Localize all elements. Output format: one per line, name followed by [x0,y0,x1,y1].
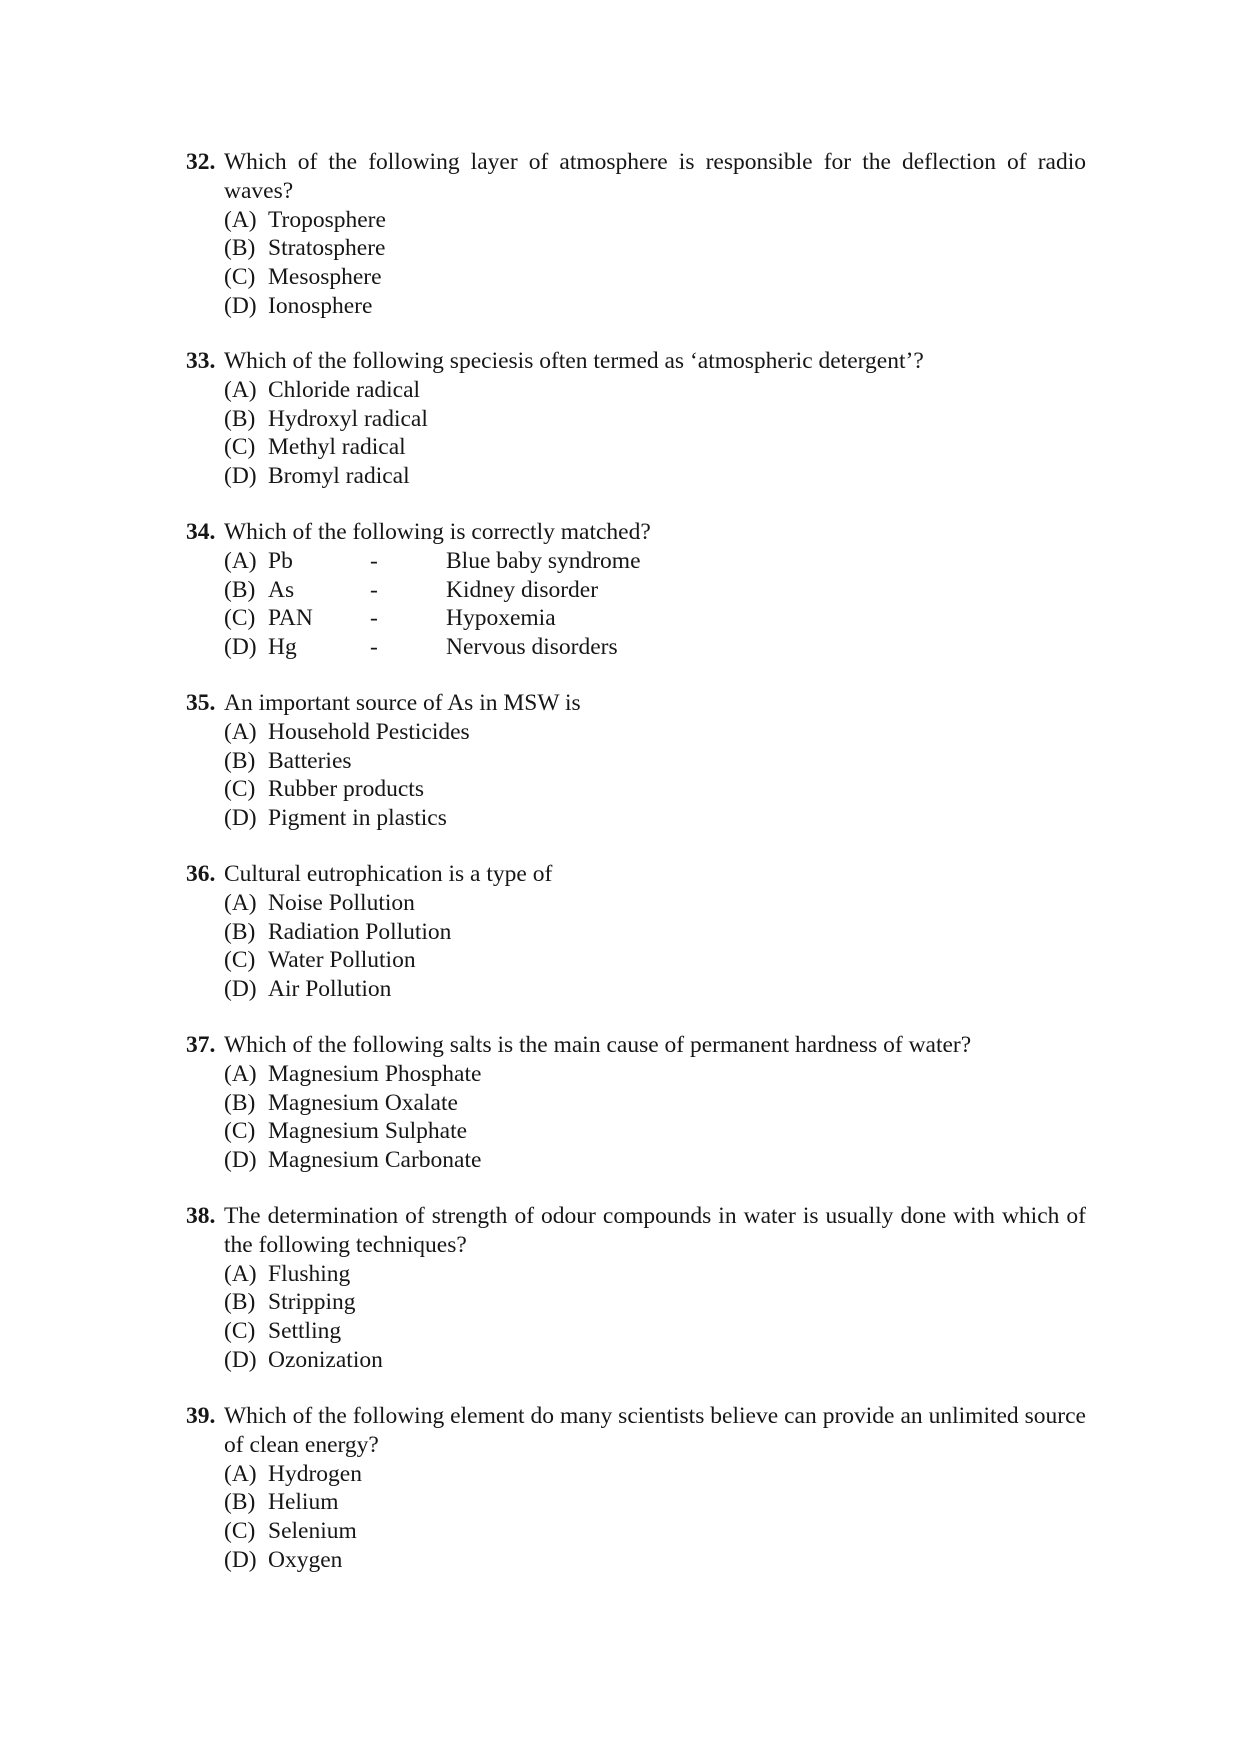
match-disorder: Hypoxemia [446,605,556,632]
match-item: Hg [268,634,297,661]
option-text: Ionosphere [268,292,373,319]
question-number: 39. [186,1403,216,1429]
option-d [224,804,1086,833]
option-text: Magnesium Sulphate [268,1118,468,1145]
option-a [224,1460,1086,1489]
option-letter: (D) [224,1346,257,1373]
option-a [224,376,1086,405]
option-letter: (B) [224,1289,256,1316]
option-b [224,576,1086,605]
option-text: Hydrogen [268,1460,362,1487]
option-d [224,1546,1086,1575]
question-33 [186,347,1086,491]
match-item: As [268,576,295,603]
option-b [224,405,1086,434]
option-d [224,462,1086,491]
option-a [224,718,1086,747]
option-a [224,1060,1086,1089]
option-letter: (B) [224,405,256,432]
option-letter: (D) [224,292,257,319]
question-text: Which of the following layer of atmosphere is responsible for the deflection of radio waves? [224,149,1086,204]
option-text: Methyl radical [268,434,406,461]
match-item: PAN [268,605,313,632]
option-letter: (C) [224,776,256,803]
option-c [224,1517,1086,1546]
question-text: Which of the following speciesis often termed as ‘atmospheric detergent’? [224,348,924,374]
question-text: Which of the following element do many scientists believe can provide an unlimited source of clean energy? [224,1403,1086,1458]
option-text: Water Pollution [268,947,416,974]
option-letter: (D) [224,634,257,661]
option-letter: (A) [224,547,257,574]
option-b [224,1488,1086,1517]
option-letter: (A) [224,376,257,403]
option-c [224,263,1086,292]
option-letter: (D) [224,976,257,1003]
option-letter: (A) [224,1260,257,1287]
option-text: Air Pollution [268,976,392,1003]
match-dash: - [370,576,378,603]
question-36 [186,860,1086,1004]
option-list [186,547,1086,662]
option-letter: (B) [224,576,256,603]
option-text: Flushing [268,1260,351,1287]
option-text: Stratosphere [268,235,386,262]
option-text: Helium [268,1489,339,1516]
question-32 [186,148,1086,321]
option-list [186,889,1086,1004]
question-35 [186,689,1086,833]
question-number: 37. [186,1032,216,1058]
question-stem [186,860,1086,889]
option-text: Ozonization [268,1346,383,1373]
question-stem [186,518,1086,547]
option-text: Stripping [268,1289,356,1316]
option-d [224,633,1086,662]
option-text: Household Pesticides [268,718,470,745]
option-letter: (A) [224,206,257,233]
question-39 [186,1402,1086,1575]
option-text: Selenium [268,1518,357,1545]
option-list [186,206,1086,321]
match-dash: - [370,605,378,632]
option-text: Magnesium Carbonate [268,1147,482,1174]
option-letter: (C) [224,434,256,461]
option-letter: (C) [224,1118,256,1145]
question-stem [186,689,1086,718]
option-c [224,604,1086,633]
option-text: Magnesium Oxalate [268,1089,458,1116]
option-letter: (C) [224,264,256,291]
option-letter: (B) [224,918,256,945]
option-text: Chloride radical [268,376,421,403]
option-c [224,946,1086,975]
option-list [186,1060,1086,1175]
option-b [224,234,1086,263]
option-c [224,1317,1086,1346]
option-a [224,889,1086,918]
option-text: Pigment in plastics [268,805,447,832]
option-d [224,975,1086,1004]
question-37 [186,1031,1086,1175]
option-letter: (D) [224,463,257,490]
question-stem [186,148,1086,206]
question-text: The determination of strength of odour compounds in water is usually done with which of the following techniques? [224,1203,1086,1258]
question-text: Which of the following is correctly matched? [224,519,651,545]
question-text: Cultural eutrophication is a type of [224,861,553,887]
option-letter: (B) [224,1089,256,1116]
question-stem [186,1402,1086,1460]
match-dash: - [370,547,378,574]
option-b [224,1089,1086,1118]
option-a [224,547,1086,576]
option-text: Hydroxyl radical [268,405,428,432]
question-stem [186,1031,1086,1060]
question-number: 34. [186,519,216,545]
option-letter: (A) [224,1060,257,1087]
question-number: 35. [186,690,216,716]
question-text: Which of the following salts is the main cause of permanent hardness of water? [224,1032,972,1058]
option-text: Settling [268,1318,342,1345]
option-text: Rubber products [268,776,424,803]
question-stem [186,347,1086,376]
option-c [224,1117,1086,1146]
question-number: 36. [186,861,216,887]
option-list [186,376,1086,491]
option-text: Mesosphere [268,264,382,291]
option-text: Magnesium Phosphate [268,1060,482,1087]
option-letter: (C) [224,1518,256,1545]
option-b [224,918,1086,947]
match-item: Pb [268,547,293,574]
option-letter: (D) [224,1147,257,1174]
option-b [224,1288,1086,1317]
option-text: Troposphere [268,206,386,233]
option-letter: (D) [224,1546,257,1573]
match-disorder: Kidney disorder [446,576,599,603]
option-letter: (D) [224,805,257,832]
option-letter: (A) [224,1460,257,1487]
option-list [186,718,1086,833]
question-34 [186,518,1086,662]
option-letter: (A) [224,718,257,745]
option-letter: (A) [224,889,257,916]
option-list [186,1460,1086,1575]
option-d [224,292,1086,321]
option-letter: (C) [224,1318,256,1345]
option-c [224,433,1086,462]
option-c [224,775,1086,804]
option-text: Noise Pollution [268,889,415,916]
match-dash: - [370,634,378,661]
match-disorder: Blue baby syndrome [446,547,641,574]
option-d [224,1146,1086,1175]
option-text: Radiation Pollution [268,918,452,945]
option-a [224,206,1086,235]
question-number: 38. [186,1203,216,1229]
match-disorder: Nervous disorders [446,634,618,661]
option-letter: (C) [224,947,256,974]
question-stem [186,1202,1086,1260]
question-number: 33. [186,348,216,374]
question-number: 32. [186,149,216,175]
option-text: Batteries [268,747,352,774]
option-letter: (B) [224,235,256,262]
question-38 [186,1202,1086,1375]
option-text: Bromyl radical [268,463,410,490]
option-text: Oxygen [268,1546,343,1573]
option-d [224,1346,1086,1375]
option-a [224,1260,1086,1289]
option-letter: (B) [224,1489,256,1516]
option-letter: (C) [224,605,256,632]
option-b [224,747,1086,776]
option-list [186,1260,1086,1375]
question-text: An important source of As in MSW is [224,690,581,716]
option-letter: (B) [224,747,256,774]
